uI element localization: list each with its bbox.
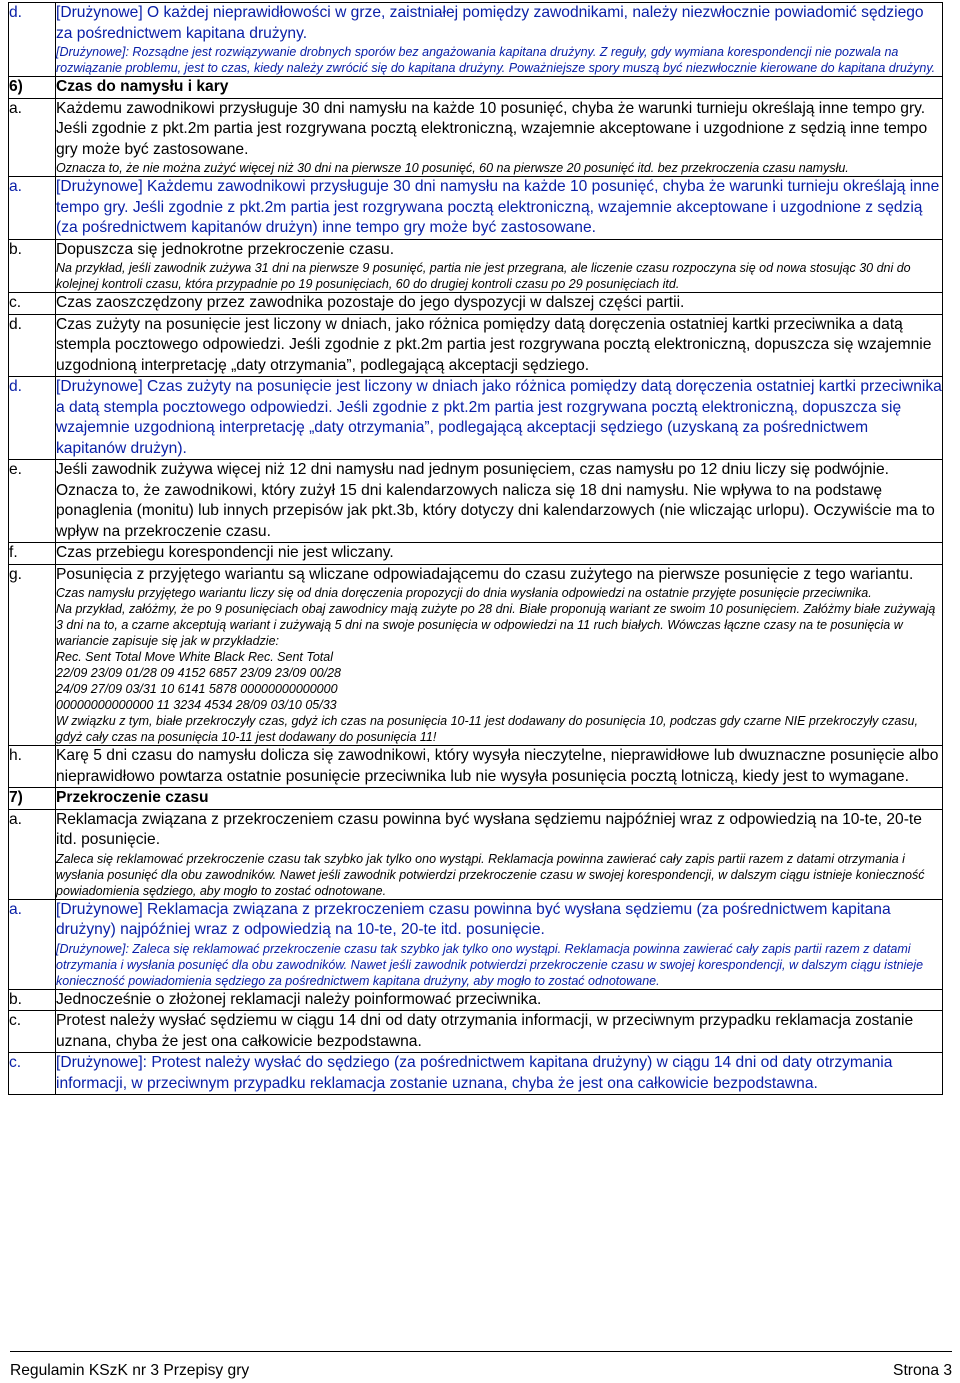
rule-content xyxy=(56,293,943,315)
rule-text: Posunięcia z przyjętego wariantu są wliczane odpowiadającemu do czasu zużytego na pierwsze posunięcie z tego wariantu. xyxy=(56,565,914,583)
rule-content xyxy=(56,989,943,1011)
rule-label: b. xyxy=(9,989,56,1011)
rule-content xyxy=(56,3,943,77)
rule-row xyxy=(9,746,943,788)
rule-content xyxy=(56,543,943,565)
rule-content xyxy=(56,177,943,240)
rule-text: Czas zaoszczędzony przez zawodnika pozostaje do jego dyspozycji w dalszej części partii. xyxy=(56,294,685,311)
rule-note: Czas namysłu przyjętego wariantu liczy się od dnia doręczenia propozycji do dnia wysłania odpowiedzi na ostatnie przyjęte posunięcie przeciwnika. xyxy=(56,586,872,600)
footer-title: Regulamin KSzK nr 3 Przepisy gry xyxy=(10,1362,250,1379)
rule-label: a. xyxy=(9,899,56,989)
rule-label: c. xyxy=(9,1011,56,1053)
rule-label: c. xyxy=(9,293,56,315)
rule-text: Karę 5 dni czasu do namysłu dolicza się zawodnikowi, który wysyła nieczytelne, nieprawidłowe lub dwuznaczne posunięcie albo nieprawidłowo powtarza ostatnie posunięcie przeciwnika lub nie wysyła posunięcia pocztą lotniczą, kiedy jest to wymagane. xyxy=(56,747,939,785)
rule-text: [Drużynowe] O każdej nieprawidłowości w grze, zaistniałej pomiędzy zawodnikami, należy niezwłocznie powiadomić sędziego za pośrednictwem kapitana drużyny. xyxy=(56,4,924,42)
example-table-line: 24/09 27/09 03/31 10 6141 5878 00000000000000 xyxy=(56,682,338,696)
rule-label: g. xyxy=(9,564,56,746)
section-row xyxy=(9,77,943,99)
rule-row xyxy=(9,899,943,989)
rule-row xyxy=(9,377,943,460)
section-heading: Przekroczenie czasu xyxy=(56,789,209,806)
rule-row xyxy=(9,3,943,77)
rule-row xyxy=(9,989,943,1011)
rule-content xyxy=(56,564,943,746)
rule-content xyxy=(56,1011,943,1053)
rule-label: d. xyxy=(9,3,56,77)
rule-content xyxy=(56,77,943,99)
rule-content xyxy=(56,460,943,543)
rule-row xyxy=(9,293,943,315)
rule-label: a. xyxy=(9,177,56,240)
rule-text: [Drużynowe] Czas zużyty na posunięcie jest liczony w dniach jako różnica pomiędzy datą doręczenia ostatniej kartki przeciwnika a datą stempla pocztowego odpowiedzi. Jeśli zgodnie z pkt.2m partia jest rozgrywana pocztą elektroniczną, dopuszcza się wzajemnie uzgodnioną interpretację „daty otrzymania”, podlegającą akceptacji sędziego (uzyskaną za pośrednictwem kapitanów drużyn). xyxy=(56,378,942,457)
section-row xyxy=(9,788,943,810)
example-table-line: 00000000000000 11 3234 4534 28/09 03/10 05/33 xyxy=(56,698,337,712)
rule-text: Czas przebiegu korespondencji nie jest wliczany. xyxy=(56,544,394,561)
rule-label: h. xyxy=(9,746,56,788)
rule-text: Jeśli zawodnik zużywa więcej niż 12 dni namysłu nad jednym posunięciem, czas namysłu po 12 dniu liczy się podwójnie. Oznacza to, że zawodnikowi, który zużył 15 dni kalendarzowych nalicza się 18 dni namysłu. Nie wpływa to na podstawę ponaglenia (monitu) lub innych przepisów jak pkt.3b, który dotyczy dni kalendarzowych (nie wliczając urlopu). Oczywiście ma to wpływ na przekroczenie czasu. xyxy=(56,461,935,540)
page-footer xyxy=(10,1351,952,1381)
rule-text: [Drużynowe] Reklamacja związana z przekroczeniem czasu powinna być wysłana sędziemu (za pośrednictwem kapitana drużyny) najpóźniej wraz z odpowiedzią na 10-te, 20-te itd. posunięcie. xyxy=(56,900,891,938)
rule-text: Jednocześnie o złożonej reklamacji należy poinformować przeciwnika. xyxy=(56,990,542,1008)
rule-note: Na przykład, jeśli zawodnik zużywa 31 dni na pierwsze 9 posunięć, partia nie jest przegrana, ale liczenie czasu rozpoczyna się od nowa stosując 30 dni do kolejnej kontroli czasu, która przypadnie po 19 posunięciach, 60 do drugiej kontroli czasu po 29 posunięciach itd. xyxy=(56,261,911,291)
rule-label: 6) xyxy=(9,77,56,99)
rule-content xyxy=(56,809,943,899)
example-table-line: Rec. Sent Total Move White Black Rec. Sent Total xyxy=(56,650,333,664)
rule-row xyxy=(9,543,943,565)
rule-label: c. xyxy=(9,1053,56,1095)
rule-content xyxy=(56,1053,943,1095)
rule-text: Dopuszcza się jednokrotne przekroczenie czasu. xyxy=(56,240,395,258)
rule-content xyxy=(56,239,943,293)
rule-row xyxy=(9,460,943,543)
rule-note: W związku z tym, białe przekroczyły czas, gdyż ich czas na posunięcia 10-11 jest dodawany do posunięcia 10, podczas gdy czarne NIE przekroczyły czasu, gdyż cały czas na posunięcia 10-11 jest dodawany do posunięcia 11! xyxy=(56,714,918,744)
rule-note: Oznacza to, że nie można zużyć więcej niż 30 dni na pierwsze 10 posunięć, 60 na pierwsze 20 posunięć itd. bez przekroczenia czasu namysłu. xyxy=(56,161,849,175)
section-heading: Czas do namysłu i kary xyxy=(56,78,229,95)
example-table-line: 22/09 23/09 01/28 09 4152 6857 23/09 23/09 00/28 xyxy=(56,666,341,680)
rule-label: e. xyxy=(9,460,56,543)
rule-text: [Drużynowe] Każdemu zawodnikowi przysługuje 30 dni namysłu na każde 10 posunięć, chyba że warunki turnieju określają inne tempo gry. Jeśli zgodnie z pkt.2m partia jest rozgrywana pocztą elektroniczną, wzajemnie akceptowane i uzgodnione z sędzią (za pośrednictwem kapitanów drużyn) inne tempo gry może być zastosowane. xyxy=(56,178,940,236)
rule-text: Czas zużyty na posunięcie jest liczony w dniach, jako różnica pomiędzy datą doręczenia ostatniej kartki przeciwnika a datą stempla pocztowego odpowiedzi. Jeśli zgodnie z pkt.2m partia jest rozgrywana pocztą elektroniczną, dopuszcza się wzajemnie uzgodnioną interpretację „daty otrzymania”, podlegającą akceptacji sędziego. xyxy=(56,315,932,374)
rule-label: 7) xyxy=(9,788,56,810)
rule-note: [Drużynowe]: Rozsądne jest rozwiązywanie drobnych sporów bez angażowania kapitana drużyny. Z reguły, gdy wymiana korespondencji nie pozwala na rozwiązanie problemu, jest to czas, kiedy należy zwrócić się do kapitana drużyny. Poważniejsze spory muszą być niezwłocznie kierowane do kapitana drużyny. xyxy=(56,45,936,75)
rule-content xyxy=(56,314,943,377)
rules-table xyxy=(8,2,943,1095)
footer-page-number: Strona 3 xyxy=(893,1362,952,1379)
rule-label: a. xyxy=(9,98,56,177)
rule-note: Na przykład, załóżmy, że po 9 posunięciach obaj zawodnicy mają zużyte po 28 dni. Białe proponują wariant ze swoim 10 posunięciem. Załóżmy białe zużywają 3 dni na to, a czarne akceptują wariant i zużywają 5 dni na swoje posunięcia w odpowiedzi na 11 ruch białych. Wówczas łączne czasy na te posunięcia w wariancie zapisuje się jak w przykładzie: xyxy=(56,602,936,648)
rule-content xyxy=(56,377,943,460)
rule-text: Reklamacja związana z przekroczeniem czasu powinna być wysłana sędziemu najpóźniej wraz z odpowiedzią na 10-te, 20-te itd. posunięcie. xyxy=(56,810,922,848)
rule-text: [Drużynowe]: Protest należy wysłać do sędziego (za pośrednictwem kapitana drużyny) w ciągu 14 dni od daty otrzymania informacji, w przeciwnym przypadku reklamacja zostanie uznana, chyba że jest ona całkowicie bezpodstawna. xyxy=(56,1054,893,1092)
rule-row xyxy=(9,809,943,899)
rule-label: f. xyxy=(9,543,56,565)
rule-text: Protest należy wysłać sędziemu w ciągu 14 dni od daty otrzymania informacji, w przeciwnym przypadku reklamacja zostanie uznana, chyba że jest ona całkowicie bezpodstawna. xyxy=(56,1012,914,1050)
rule-row xyxy=(9,314,943,377)
rule-content xyxy=(56,788,943,810)
rule-note: Zaleca się reklamować przekroczenie czasu tak szybko jak tylko ono wystąpi. Reklamacja powinna zawierać cały zapis partii razem z datami otrzymania i wysłania posunięć dla obu zawodników. Nawet jeśli zawodnik potwierdzi przekroczenie czasu w swojej korespondencji, w dalszym ciągu istnieje konieczność powiadomienia sędziego, aby mogło to zostać odnotowane. xyxy=(56,851,925,898)
rule-row xyxy=(9,1011,943,1053)
rule-label: b. xyxy=(9,239,56,293)
rule-label: a. xyxy=(9,809,56,899)
rule-label: d. xyxy=(9,377,56,460)
rule-content xyxy=(56,899,943,989)
rule-content xyxy=(56,746,943,788)
rule-note: [Drużynowe]: Zaleca się reklamować przekroczenie czasu tak szybko jak tylko ono wystąpi. Reklamacja powinna zawierać cały zapis partii razem z datami otrzymania i wysłania posunięć dla obu zawodników. Nawet jeśli zawodnik potwierdzi przekroczenie czasu w swojej korespondencji, w dalszym ciągu istnieje konieczność powiadomienia sędziego za pośrednictwem kapitana drużyny, aby mogło to zostać odnotowane. xyxy=(56,941,924,988)
rule-row xyxy=(9,564,943,746)
rule-label: d. xyxy=(9,314,56,377)
rule-text: Każdemu zawodnikowi przysługuje 30 dni namysłu na każde 10 posunięć, chyba że warunki turnieju określają inne tempo gry. Jeśli zgodnie z pkt.2m partia jest rozgrywana pocztą elektroniczną, wzajemnie akceptowane i uzgodnione z sędzią inne tempo gry może być zastosowane. xyxy=(56,99,928,158)
rule-content xyxy=(56,98,943,177)
rule-row xyxy=(9,239,943,293)
rule-row xyxy=(9,1053,943,1095)
rule-row xyxy=(9,98,943,177)
rule-row xyxy=(9,177,943,240)
